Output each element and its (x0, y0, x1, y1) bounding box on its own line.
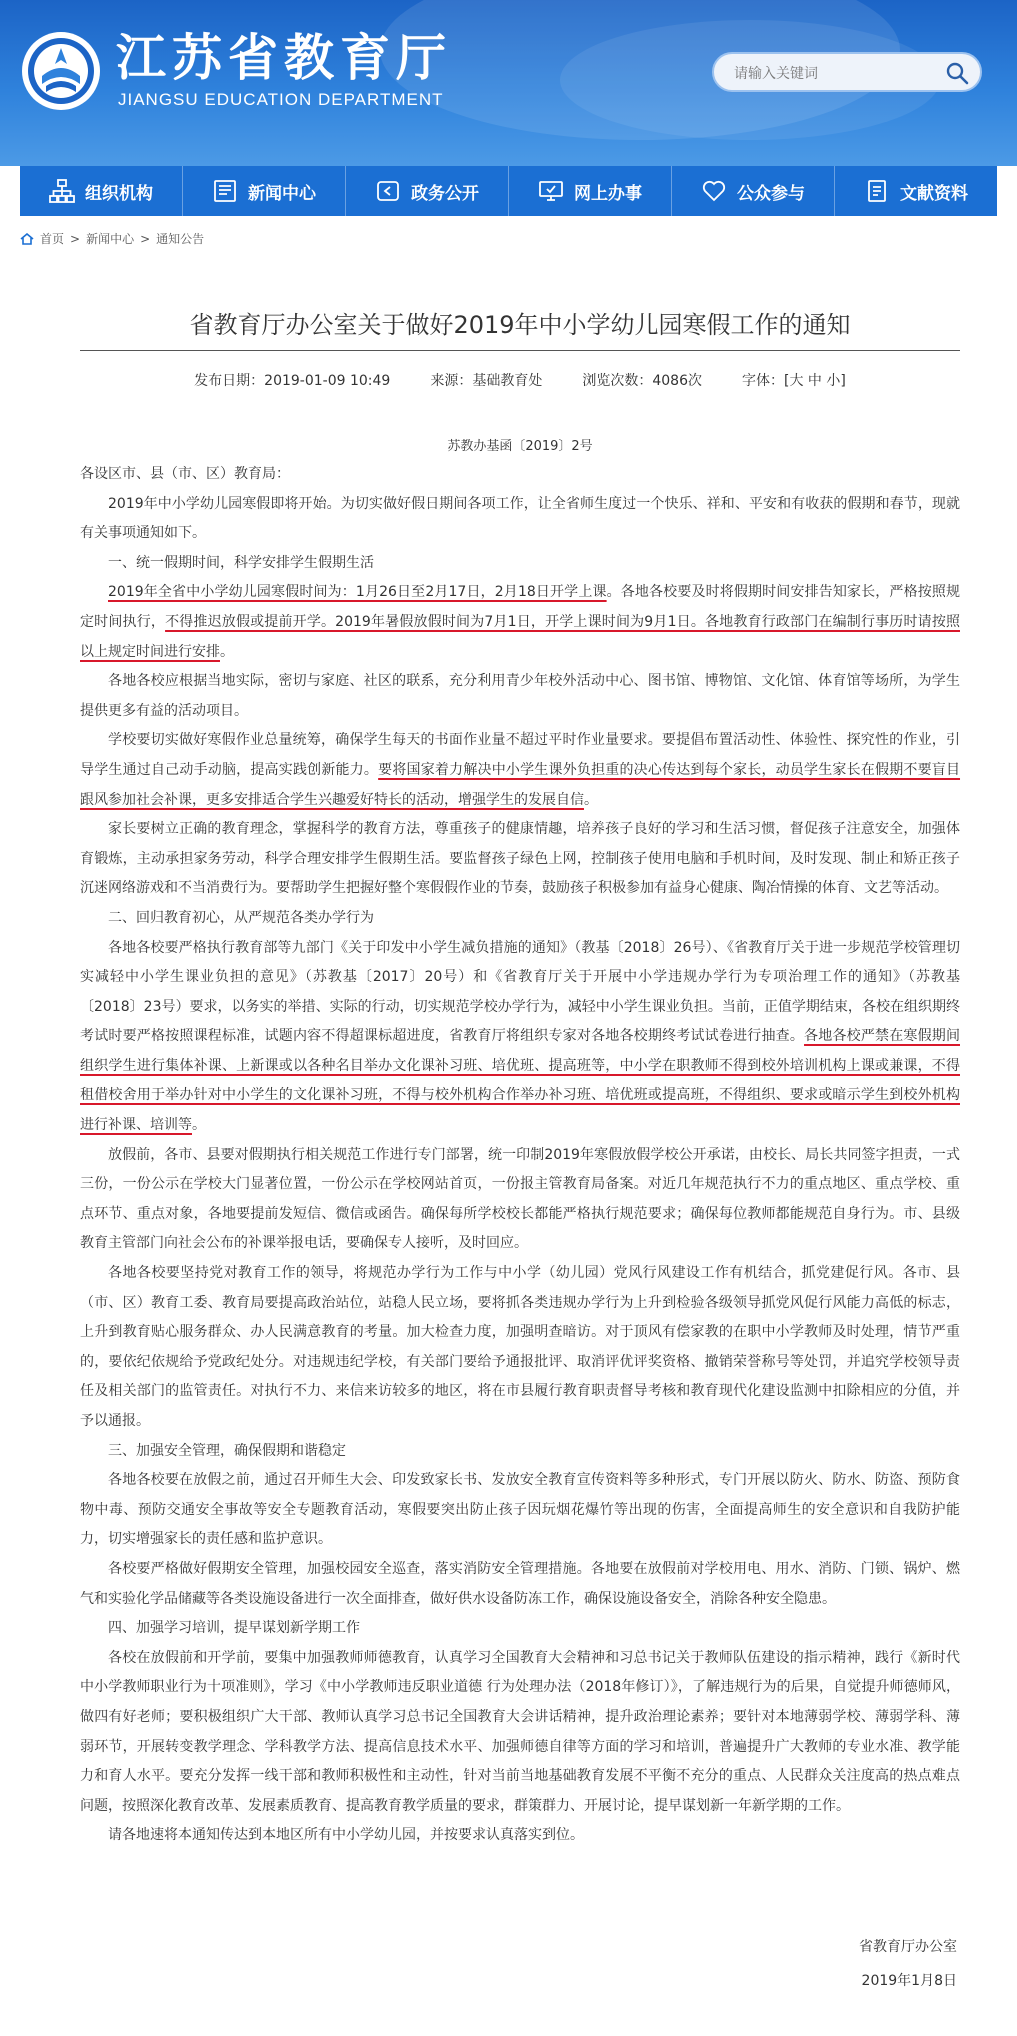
news-icon (212, 178, 238, 204)
highlighted-text: 要将国家着力解决中小学生课外负担重的决心传达到每个家长，动员学生家长在假期不要盲目跟风参加社会补课，更多安排适合学生兴趣爱好特长的活动，增强学生的发展自信 (80, 761, 961, 808)
view-count: 浏览次数：4086次 (582, 373, 702, 389)
section-heading: 二、回归教育初心，从严规范各类办学行为 (108, 909, 374, 926)
site-name-cn[interactable]: 江苏省教育厅 (116, 29, 452, 87)
signature-org: 省教育厅办公室 (859, 1939, 957, 1955)
page-title: 省教育厅办公室关于做好2019年中小学幼儿园寒假工作的通知 (189, 311, 851, 339)
search-icon[interactable] (944, 60, 970, 86)
highlighted-text: 2019年全省中小学幼儿园寒假时间为：1月26日至2月17日，2月18日开学上课 (108, 584, 607, 601)
online-service-icon (538, 178, 564, 204)
document-number: 苏教办基函〔2019〕2号 (447, 439, 593, 454)
document-icon (864, 178, 890, 204)
nav-label: 政务公开 (411, 183, 479, 204)
breadcrumb (20, 230, 204, 247)
heart-icon (701, 178, 727, 204)
paragraph: 各地各校要坚持党对教育工作的领导，将规范办学行为工作与中小学（幼儿园）党风行风建设工作有机结合，抓党建促行风。各市、县（市、区）教育工委、教育局要提高政治站位，站稳人民立场，要将抓各类违规办学行为上升到检验各级领导抓党风促行风能力高低的标志，上升到教育贴心服务群众、办人民满意教育的考量。加大检查力度，加强明查暗访。对于顶风有偿家教的在职中小学教师及时处理，情节严重的，要依纪依规给予党政纪处分。对违规违纪学校，有关部门要给予通报批评、取消评优评奖资格、撤销荣誉称号等处罚，并追究学校领导责任及相关部门的监管责任。对执行不力、来信来访较多的地区，将在市县履行教育职责督导考核和教育现代化建设监测中扣除相应的分值，并予以通报。 (80, 1265, 960, 1429)
highlighted-text: 不得推迟放假或提前开学。2019年暑假放假时间为7月1日，开学上课时间为9月1日。各地教育行政部门在编制行事历时请按照以上规定时间进行安排 (80, 613, 960, 660)
nav-label: 组织机构 (85, 183, 153, 204)
text: 。 (220, 643, 234, 660)
breadcrumb-news[interactable]: 新闻中心 (86, 232, 135, 246)
paragraph: 各校在放假前和开学前，要集中加强教师师德教育，认真学习全国教育大会精神和习总书记关于教师队伍建设的指示精神，践行《新时代中小学教师职业行为十项准则》，学习《中小学教师违反职业道德 行为处理办法（2018年修订）》，了解违规行为的后果，自觉提升师德师风，做四有好老师；要积极组织广大干部、教师认真学习总书记全国教育大会讲话精神，提升政治理论素养；要针对本地薄弱学校、薄弱学科、薄弱环节，开展转变教学理念、学科教学方法、提高信息技术水平、加强师德自律等方面的学习和培训，普遍提升广大教师的专业水准、教学能力和育人水平。要充分发挥一线干部和教师积极性和主动性，针对当前当地基础教育发展不平衡不充分的重点、人民群众关注度高的热点难点问题，按照深化教育改革、发展素质教育、提高教育教学质量的要求，群策群力、开展讨论，提早谋划新一年新学期的工作。 (80, 1649, 960, 1814)
breadcrumb-separator: > (140, 231, 151, 246)
logo-emblem-icon[interactable] (20, 30, 102, 112)
article-meta (80, 370, 960, 390)
breadcrumb-separator: > (70, 231, 81, 246)
nav-item-news[interactable] (183, 166, 346, 216)
government-icon (375, 178, 401, 204)
signature-date: 2019年1月8日 (861, 1973, 957, 1989)
article-source: 来源：基础教育处 (430, 373, 543, 389)
nav-item-docs[interactable] (835, 166, 997, 216)
section-heading: 一、统一假期时间，科学安排学生假期生活 (108, 554, 374, 571)
closing-paragraph: 请各地速将本通知传达到本地区所有中小学幼儿园，并按要求认真落实到位。 (108, 1827, 584, 1844)
breadcrumb-current[interactable]: 通知公告 (156, 232, 205, 246)
breadcrumb-home[interactable]: 首页 (40, 232, 65, 246)
paragraph (80, 578, 960, 667)
publish-date: 发布日期：2019-01-09 10:49 (194, 373, 391, 389)
home-icon (20, 233, 34, 245)
paragraph: 各地各校要在放假之前，通过召开师生大会、印发致家长书、发放安全教育宣传资料等多种形式，专门开展以防火、防水、防盗、预防食物中毒、预防交通安全事故等安全专题教育活动，寒假要突出防止孩子因玩烟花爆竹等出现的伤害，全面提高师生的安全意识和自我防护能力，切实增强家长的责任感和监护意识。 (80, 1472, 960, 1548)
text: 。各地各校要及时将假期时间安排告知家长，严格按照规定时间执行， (80, 584, 961, 630)
section-heading: 四、加强学习培训，提早谋划新学期工作 (108, 1620, 360, 1637)
nav-item-gov[interactable] (346, 166, 509, 216)
nav-label: 文献资料 (900, 183, 968, 204)
search-box (712, 52, 982, 92)
paragraph: 各校要严格做好假期安全管理，加强校园安全巡查，落实消防安全管理措施。各地要在放假前对学校用电、用水、消防、门锁、锅炉、燃气和实验化学品储藏等各类设施设备进行一次全面排查，做好供水设备防冻工作，确保设施设备安全，消除各种安全隐患。 (80, 1560, 960, 1607)
nav-item-org[interactable] (20, 166, 183, 216)
section-heading: 三、加强安全管理，确保假期和谐稳定 (108, 1442, 346, 1459)
font-size-switcher[interactable]: 字体：[大 中 小] (741, 373, 846, 389)
highlighted-text: 各地各校严禁在寒假期间组织学生进行集体补课、上新课或以各种名目举办文化课补习班、培优班、提高班等，中小学在职教师不得到校外培训机构上课或兼课，不得租借校舍用于举办针对中小学生的文化课补习班，不得与校外机构合作举办补习班、培优班或提高班，不得组织、要求或暗示学生到校外机构进行补课、培训等 (80, 1028, 960, 1134)
text: 学校要切实做好寒假作业总量统筹，确保学生每天的书面作业量不超过平时作业量要求。要提倡布置活动性、体验性、探究性的作业，引导学生通过自己动手动脑，提高实践创新能力。 (80, 732, 960, 778)
nav-label: 新闻中心 (248, 183, 316, 204)
paragraph: 2019年中小学幼儿园寒假即将开始。为切实做好假日期间各项工作，让全省师生度过一个快乐、祥和、平安和有收获的假期和春节，现就有关事项通知如下。 (80, 495, 960, 542)
paragraph (80, 726, 960, 815)
paragraph (80, 934, 960, 1141)
salutation: 各设区市、县（市、区）教育局： (80, 466, 290, 482)
text: 。 (584, 791, 598, 808)
text: 各地各校要严格执行教育部等九部门《关于印发中小学生减负措施的通知》（教基〔2018〕26号）、《省教育厅关于进一步规范学校管理切实减轻中小学生课业负担的意见》（苏教基〔2017〕20号）和《省教育厅关于开展中小学违规办学行为专项治理工作的通知》（苏教基〔2018〕23号）要求，以务实的举措、实际的行动，切实规范学校办学行为，减轻中小学生课业负担。当前，正值学期结束，各校在组织期终考试时要严格按照课程标准，试题内容不得超课标超进度，省教育厅将组织专家对各地各校期终考试试卷进行抽查。 (80, 939, 960, 1045)
nav-label: 公众参与 (737, 183, 805, 204)
org-chart-icon (49, 178, 75, 204)
text: 。 (192, 1117, 206, 1134)
paragraph: 放假前，各市、县要对假期执行相关规范工作进行专门部署，统一印制2019年寒假放假学校公开承诺，由校长、局长共同签字担责，一式三份，一份公示在学校大门显著位置，一份公示在学校网站首页，一份报主管教育局备案。对近几年规范执行不力的重点地区、重点学校、重点环节、重点对象，各地要提前发短信、微信或函告。确保每所学校校长都能严格执行规范要求；确保每位教师都能规范自身行为。市、县级教育主管部门向社会公布的补课举报电话，要确保专人接听，及时回应。 (80, 1146, 960, 1252)
title-divider (80, 350, 960, 351)
paragraph: 各地各校应根据当地实际，密切与家庭、社区的联系，充分利用青少年校外活动中心、图书馆、博物馆、文化馆、体育馆等场所，为学生提供更多有益的活动项目。 (80, 673, 960, 719)
main-nav (20, 166, 997, 216)
search-input[interactable] (732, 62, 936, 86)
nav-label: 网上办事 (574, 183, 642, 204)
site-name-en: JIANGSU EDUCATION DEPARTMENT (118, 90, 444, 109)
article-body (80, 460, 960, 1851)
site-header (0, 0, 1017, 166)
nav-item-online[interactable] (509, 166, 672, 216)
paragraph: 家长要树立正确的教育理念，掌握科学的教育方法，尊重孩子的健康情趣，培养孩子良好的学习和生活习惯，督促孩子注意安全，加强体育锻炼，主动承担家务劳动，科学合理安排学生假期生活。要监督孩子绿色上网，控制孩子使用电脑和手机时间，及时发现、制止和矫正孩子沉迷网络游戏和不当消费行为。要帮助学生把握好整个寒假假作业的节奏，鼓励孩子积极参加有益身心健康、陶冶情操的体育、文艺等活动。 (80, 821, 960, 897)
nav-item-public[interactable] (672, 166, 835, 216)
